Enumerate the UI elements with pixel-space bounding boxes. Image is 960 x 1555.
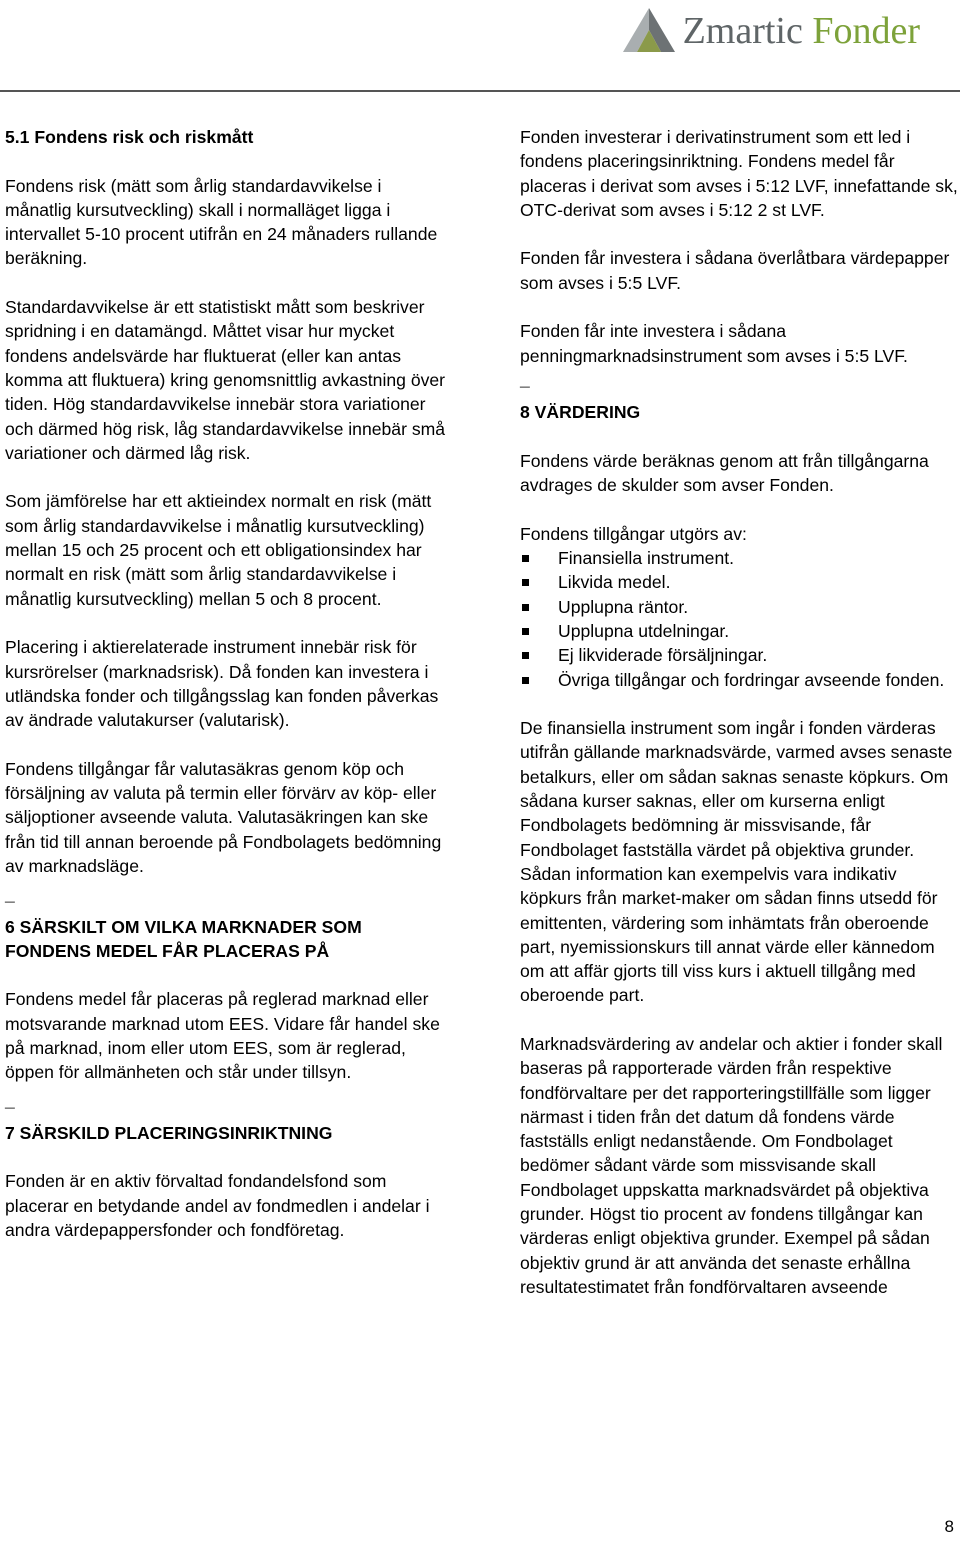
asset-list <box>520 546 960 692</box>
list-item <box>520 643 960 667</box>
list-item <box>520 619 960 643</box>
list-item-text: Övriga tillgångar och fordringar avseende fonden. <box>558 669 945 690</box>
right-column <box>520 125 960 1324</box>
list-item-text: Finansiella instrument. <box>558 548 735 569</box>
paragraph: Placering i aktierelaterade instrument innebär risk för kursrörelser (marknadsrisk). Då fonden kan investera i utländska fonder och tillgångsslag kan fonden påverkas av ändrade valutakurser (valutarisk). <box>5 637 439 731</box>
paragraph: Fonden är en aktiv förvaltad fondandelsfond som placerar en betydande andel av fondmedlen i andelar i andra värdepappersfonder och fondföretag. <box>5 1171 430 1241</box>
list-item <box>520 595 960 619</box>
left-column <box>5 125 450 1267</box>
bullet-square-icon <box>522 579 529 586</box>
logo-mark-icon <box>621 6 677 56</box>
list-item <box>520 570 960 594</box>
section-heading-8-text: 8 VÄRDERING <box>520 402 641 423</box>
list-item-text: Upplupna utdelningar. <box>558 620 730 641</box>
paragraph: Standardavvikelse är ett statistiskt mått som beskriver spridning i en datamängd. Måttet visar hur mycket fondens andelsvärde har fluktuerat (eller kan antas komma att fluktuera) kring genomsnittlig avkastning över tiden. Hög standardavvikelse innebär stora variationer och därmed hög risk, låg standardavvikelse innebär små variationer och därmed låg risk. <box>5 297 446 463</box>
heading-arrow-icon: ¯ <box>5 898 15 919</box>
company-logo <box>621 6 920 56</box>
section-heading-7-text: 7 SÄRSKILD PLACERINGSINRIKTNING <box>5 1122 333 1143</box>
bullet-square-icon <box>522 604 529 611</box>
paragraph: Fondens tillgångar utgörs av: <box>520 523 747 544</box>
bullet-square-icon <box>522 652 529 659</box>
logo-text-zmartic: Zmartic <box>682 10 803 52</box>
list-item-text: Ej likviderade försäljningar. <box>558 645 768 666</box>
list-item-text: Likvida medel. <box>558 572 671 593</box>
bullet-square-icon <box>522 677 529 684</box>
paragraph: Som jämförelse har ett aktieindex normalt en risk (mätt som årlig standardavvikelse i månatlig kursutveckling) mellan 15 och 25 procent och ett obligationsindex har normalt en risk (mätt som årlig standardavvikelse i månatlig kursutveckling) mellan 5 och 8 procent. <box>5 491 432 609</box>
page-header <box>0 0 960 96</box>
page-number: 8 <box>944 1517 954 1536</box>
paragraph: Fonden investerar i derivatinstrument som ett led i fondens placeringsinriktning. Fondens medel får placeras i derivat som avses i 5:12 LVF, innefattande sk, OTC-derivat som avses i 5:12 2 st LVF. <box>520 127 958 220</box>
paragraph: Marknadsvärdering av andelar och aktier i fonder skall baseras på rapporterade värden från respektive fondförvaltare per det rapporteringstillfälle som ligger närmast i tiden från det datum då fondens värde fastställs enligt nedanstående. Om Fondbolaget bedömer sådant värde som missvisande skall Fondbolaget uppskatta marknadsvärdet på objektiva grunder. Högst tio procent av fondens tillgångar kan värderas enligt objektiva grunder. Exempel på sådan objektiv grund är att använda det senaste erhållna resultatestimatet från fondförvaltaren avseende <box>520 1033 943 1297</box>
list-item-text: Upplupna räntor. <box>558 596 689 617</box>
section-heading-5-1: 5.1 Fondens risk och riskmått <box>5 127 254 147</box>
section-heading-8 <box>520 384 960 424</box>
paragraph: Fonden får inte investera i sådana penningmarknadsinstrument som avses i 5:5 LVF. <box>520 321 908 366</box>
logo-text-fonder: Fonder <box>812 10 920 52</box>
list-item <box>520 546 960 570</box>
list-item <box>520 668 960 692</box>
header-divider <box>0 90 960 92</box>
paragraph: Fondens tillgångar får valutasäkras genom köp och försäljning av valuta på termin eller förvärv av köp- eller säljoptioner avseende valuta. Valutasäkringen kan ske från tid till annan beroende på Fondbolagets bedömning av marknadsläge. <box>5 758 442 876</box>
section-heading-6-text: 6 SÄRSKILT OM VILKA MARKNADER SOM FONDENS MEDEL FÅR PLACERAS PÅ <box>5 916 362 961</box>
section-heading-6 <box>5 898 450 964</box>
bullet-square-icon <box>522 555 529 562</box>
heading-arrow-icon: ¯ <box>520 384 530 405</box>
bullet-square-icon <box>522 628 529 635</box>
paragraph: Fondens värde beräknas genom att från tillgångarna avdrages de skulder som avser Fonden. <box>520 450 929 496</box>
paragraph: Fondens risk (mätt som årlig standardavvikelse i månatlig kursutveckling) skall i normalläget ligga i intervallet 5-10 procent utifrån en 24 månaders rullande beräkning. <box>5 175 438 269</box>
paragraph: Fonden får investera i sådana överlåtbara värdepapper som avses i 5:5 LVF. <box>520 248 950 293</box>
heading-arrow-icon: ¯ <box>5 1104 15 1125</box>
logo-text <box>683 12 920 50</box>
paragraph: De finansiella instrument som ingår i fonden värderas utifrån gällande marknadsvärde, varmed avses senaste betalkurs, eller om sådan saknas senaste köpkurs. Om sådana kurser saknas, eller om kurserna enligt Fondbolagets bedömning är missvisande, får Fondbolaget fastställa värdet på objektiva grunder. Sådan information kan exempelvis vara indikativ köpkurs från market-maker om sådan finns utsedd för emittenten, värdering som inhämtats från oberoende part, nyemissionskurs till annat värde eller kännedom om att affär gjorts till viss kurs i aktuell tillgång med oberoende part. <box>520 718 953 1006</box>
paragraph: Fondens medel får placeras på reglerad marknad eller motsvarande marknad utom EES. Vidare får handel ske på marknad, inom eller utom EES, som är reglerad, öppen för allmänheten och står under tillsyn. <box>5 989 440 1083</box>
section-heading-7 <box>5 1104 450 1145</box>
